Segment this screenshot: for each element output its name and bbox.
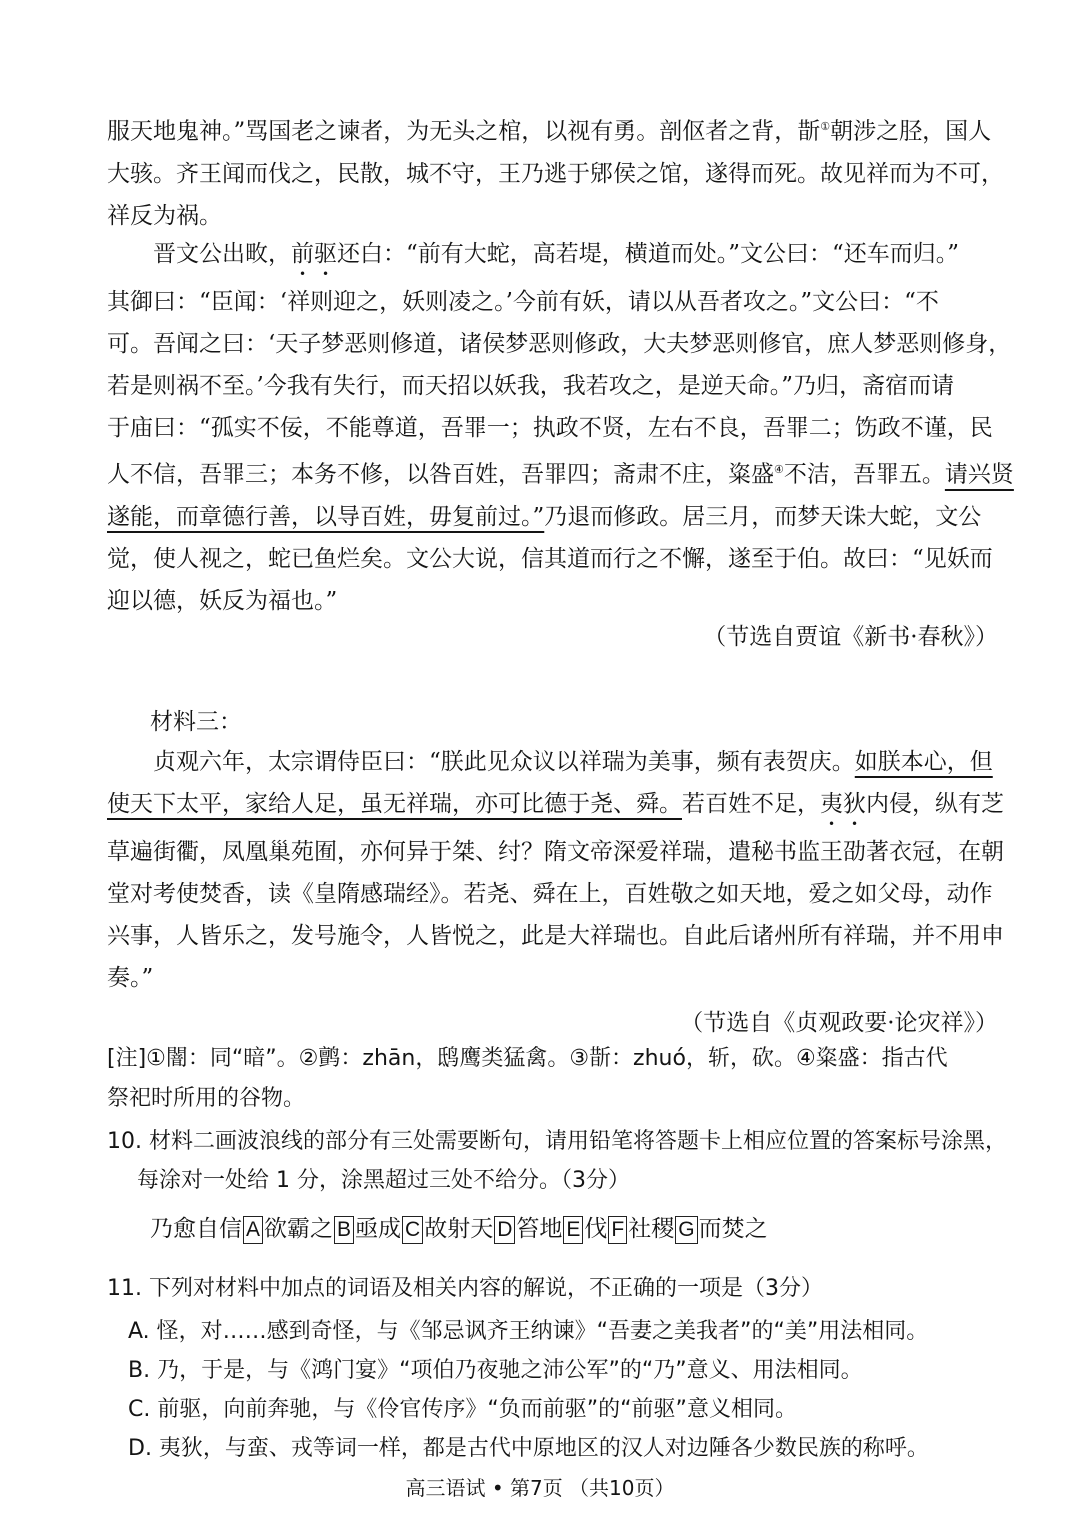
material2-paragraph-2: 晋文公出畋，前驱还白：“前有大蛇，高若堤，横道而处。”文公曰：“还车而归。” 其御曰：“臣闻：‘祥则迎之，妖则凌之。’今前有妖，请以从吾者攻之。”文公曰：“不 可。吾闻之曰：‘天子梦恶则修道，诸侯梦恶则修政，大夫梦恶则修官，庶人梦恶则修身， 若是则祸不至。’今我有失行，而天招以妖我，我若攻之，是逆天命。”乃归，斋宿而请 于庙曰：“孤实不佞，不能尊道，吾罪一；执政不贤，左右不良，吾罪二；饬政不谨，民 人不信，吾罪三；本务不修，以咎百姓，吾罪四；斋肃不庄，粢盛④不洁，吾罪五。请兴贤 遂能，而章德行善，以导百姓，毋复前过。”乃退而修政。居三月，而梦天诛大蛇，文公 觉，使人视之，蛇已鱼烂矣。文公大说，信其道而行之不懈，遂至于伯。故曰：“见妖而 迎以德，妖反为福也。” bbox=[107, 241, 1014, 614]
footnote-marker: ① bbox=[820, 120, 831, 133]
question-10-rule: 每涂对一处给 1 分，涂黑超过三处不给分。（3分） bbox=[137, 1168, 630, 1193]
question-11-option-b[interactable]: B. 乃，于是，与《鸿门宴》“项伯乃夜驰之沛公军”的“乃”意义、用法相同。 bbox=[128, 1358, 863, 1383]
underlined-sentence: 如朕本心，但 bbox=[854, 749, 993, 775]
question-10-stem: 10. 材料二画波浪线的部分有三处需要断句，请用铅笔将答题卡上相应位置的答案标号涂黑， bbox=[107, 1129, 1007, 1154]
underlined-sentence: 请兴贤 bbox=[944, 461, 1014, 488]
dotted-word-qianqu: 前驱 bbox=[291, 241, 337, 267]
material2-paragraph-1: 服天地鬼神。”骂国老之谏者，为无头之棺，以视有勇。剖伛者之背，斮①朝涉之胫，国人 大骇。齐王闻而伐之，民散，城不守，王乃逃于郳侯之馆，遂得而死。故见祥而为不可， 祥反为祸。 bbox=[107, 118, 1004, 229]
answer-box-g[interactable]: G bbox=[675, 1216, 697, 1244]
underlined-sentence: 遂能，而章德行善，以导百姓，毋复前过。” bbox=[107, 503, 545, 530]
material2-source: （节选自贾谊《新书·春秋》） bbox=[703, 624, 998, 650]
question-10-sentence: 乃愈自信 A 欲霸之 B 亟成 C 故射天 D 笞地 E 伐 F 社稷 G 而焚之 bbox=[150, 1216, 768, 1242]
material3-heading: 材料三： bbox=[150, 709, 242, 735]
question-11-option-c[interactable]: C. 前驱，向前奔驰，与《伶官传序》“负而前驱”的“前驱”意义相同。 bbox=[128, 1397, 797, 1422]
answer-box-f[interactable]: F bbox=[608, 1216, 627, 1244]
material3-source: （节选自《贞观政要·论灾祥》） bbox=[680, 1010, 998, 1036]
notes-line-2: 祭祀时所用的谷物。 bbox=[107, 1086, 306, 1111]
underlined-sentence: 使天下太平，家给人足，虽无祥瑞，亦可比德于尧、舜。 bbox=[107, 791, 682, 817]
page-footer: 高三语试 • 第7页 （共10页） bbox=[405, 1476, 675, 1500]
answer-box-d[interactable]: D bbox=[494, 1216, 515, 1244]
question-11-stem: 11. 下列对材料中加点的词语及相关内容的解说，不正确的一项是（3分） bbox=[107, 1276, 823, 1301]
question-11-option-d[interactable]: D. 夷狄，与蛮、戎等词一样，都是古代中原地区的汉人对边陲各少数民族的称呼。 bbox=[128, 1436, 929, 1461]
material3-paragraph: 贞观六年，太宗谓侍臣曰：“朕此见众议以祥瑞为美事，频有表贺庆。如朕本心，但 使天下太平，家给人足，虽无祥瑞，亦可比德于尧、舜。若百姓不足，夷狄内侵，纵有芝 草遍街衢，凤凰巢苑囿，亦何异于桀、纣？隋文帝深爱祥瑞，遣秘书监王劭著衣冠，在朝 堂对考使焚香，读《皇隋感瑞经》。若尧、舜在上，百姓敬之如天地，爱之如父母，动作 兴事，人皆乐之，发号施令，人皆悦之，此是大祥瑞也。自此后诸州所有祥瑞，并不用申 奏。” bbox=[107, 749, 1004, 991]
footnote-marker: ④ bbox=[774, 463, 784, 476]
answer-box-b[interactable]: B bbox=[334, 1216, 354, 1244]
answer-box-a[interactable]: A bbox=[243, 1216, 263, 1244]
notes-line-1: [注]①闇：同“暗”。②鹯：zhān，鸱鹰类猛禽。③斮：zhuó，斩，砍。④粢盛：指古代 bbox=[107, 1046, 948, 1071]
dotted-word-yidi: 夷狄 bbox=[820, 791, 866, 817]
answer-box-c[interactable]: C bbox=[402, 1216, 423, 1244]
question-11-option-a[interactable]: A. 怪，对……感到奇怪，与《邹忌讽齐王纳谏》“吾妻之美我者”的“美”用法相同。 bbox=[128, 1319, 929, 1344]
answer-box-e[interactable]: E bbox=[563, 1216, 583, 1244]
